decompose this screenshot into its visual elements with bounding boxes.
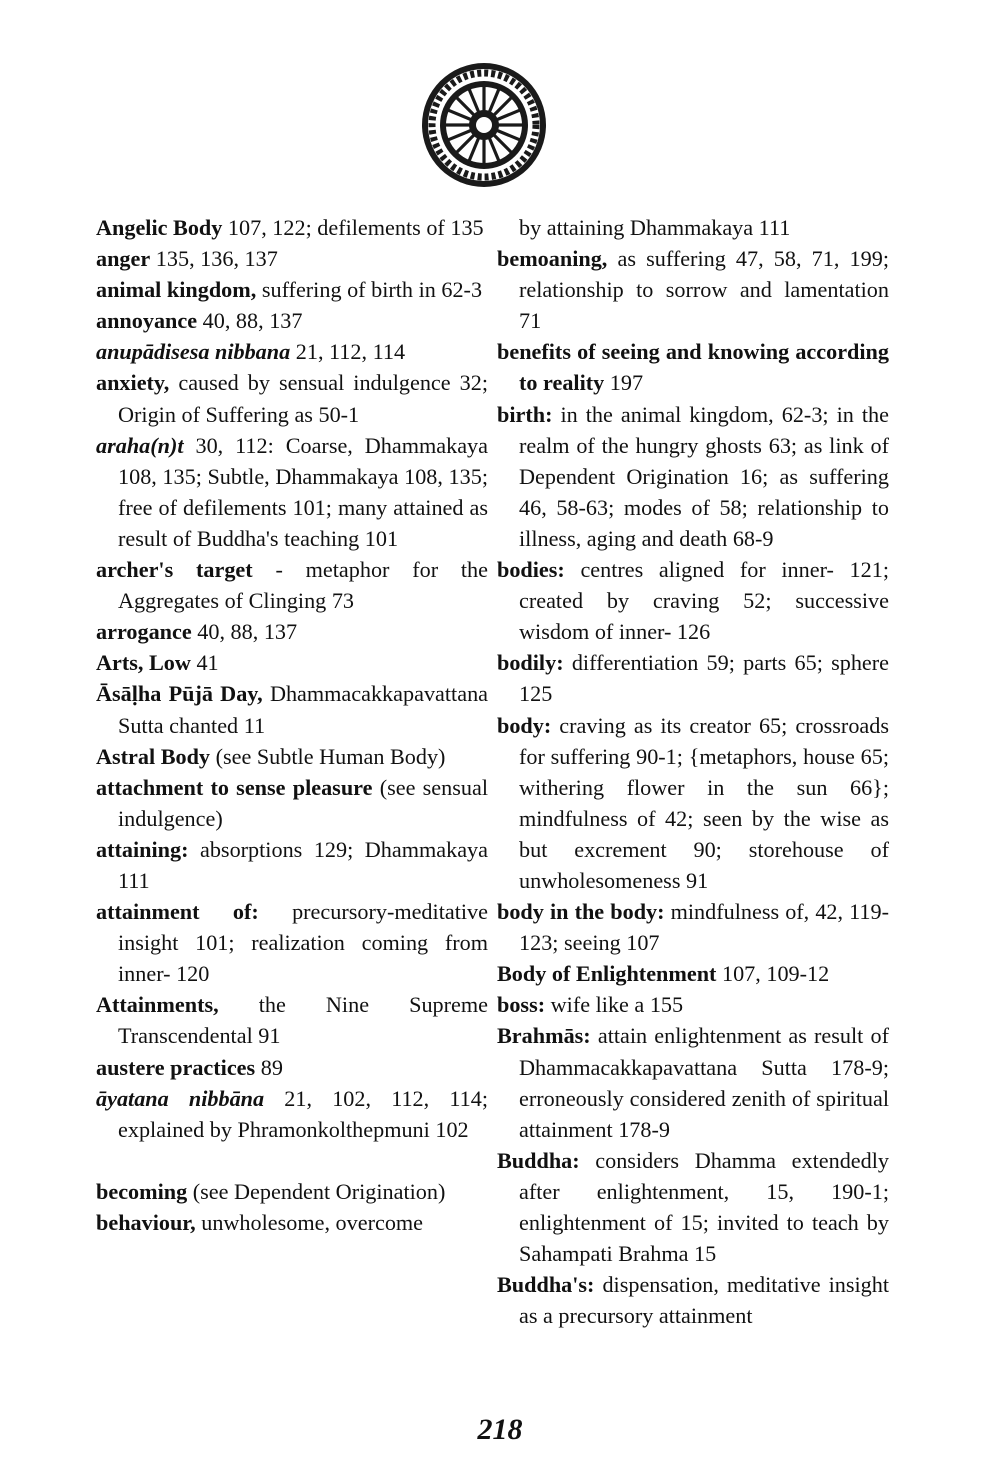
- index-entry-references: by attaining Dhammakaya 111: [519, 215, 791, 240]
- index-entry: [96, 896, 488, 989]
- index-entry: [96, 616, 488, 647]
- index-entry-term: benefits of seeing and knowing according to reality: [497, 339, 889, 396]
- index-entry-references: centres aligned for inner- 121; created by craving 52; successive wisdom of inner- 126: [519, 557, 889, 645]
- index-entry-references: craving as its creator 65; crossroads for suffering 90-1; {metaphors, house 65; withering flower in the sun 66}; mindfulness of 42; seen by the wise as but excrement 90; storehouse of unwholesomeness 91: [519, 712, 889, 893]
- index-entry: [96, 678, 488, 740]
- index-entry-references: absorptions 129; Dhammakaya 111: [118, 836, 488, 893]
- index-entry: [96, 367, 488, 429]
- index-entry: [96, 989, 488, 1051]
- index-entry-references: unwholesome, overcome: [195, 1209, 424, 1235]
- index-entry-term: Brahmās:: [497, 1023, 591, 1049]
- index-entry-term: annoyance: [96, 308, 198, 334]
- index-entry: [497, 243, 889, 336]
- index-entry: [96, 305, 488, 336]
- index-entry-term: anger: [96, 246, 151, 272]
- index-entry-term: anxiety,: [96, 370, 170, 396]
- index-entry-references: - metaphor for the Aggregates of Clinging 73: [118, 557, 489, 614]
- index-entry: [96, 741, 488, 772]
- index-entry: [497, 336, 889, 398]
- index-entry-term: Astral Body: [96, 743, 211, 769]
- index-entry-references: the Nine Supreme Transcendental 91: [118, 992, 488, 1049]
- index-entry: [497, 710, 889, 897]
- index-entry-term: body:: [497, 712, 552, 738]
- index-entry-references: 21, 112, 114: [290, 339, 406, 365]
- index-entry: [497, 212, 889, 243]
- index-entry-references: 135, 136, 137: [150, 246, 278, 272]
- index-entry-term: archer's target: [96, 557, 253, 583]
- index-entry: [96, 1052, 488, 1083]
- index-entry-references: (see Subtle Human Body): [210, 743, 446, 769]
- index-entry: [497, 554, 889, 647]
- index-entry: [497, 1269, 889, 1331]
- index-entry-term: bodies:: [497, 557, 565, 583]
- index-entry-references: in the animal kingdom, 62-3; in the realm of the hungry ghosts 63; as link of Dependent Origination 16; as suffering 46, 58-63; modes of 58; relationship to illness, aging and death 68-9: [519, 401, 889, 551]
- index-column-left: [96, 212, 488, 1238]
- index-entry-term: Buddha:: [497, 1147, 580, 1173]
- index-entry: [96, 554, 488, 616]
- index-entry: [96, 772, 488, 834]
- index-entry-term: Body of Enlightenment: [497, 961, 717, 987]
- index-entry: [497, 896, 889, 958]
- index-entry-references: mindfulness of, 42, 119-123; seeing 107: [519, 899, 890, 956]
- index-entry-term: attaining:: [96, 836, 189, 862]
- index-entry-term: birth:: [497, 401, 553, 427]
- index-entry: [497, 989, 889, 1020]
- index-entry-term: Buddha's:: [497, 1272, 595, 1298]
- index-entry-references: 40, 88, 137: [197, 308, 303, 334]
- index-entry-references: 40, 88, 137: [191, 619, 298, 645]
- dhamma-wheel-icon: [419, 60, 549, 190]
- index-entry-term: bodily:: [497, 650, 564, 676]
- index-entry: [497, 958, 889, 989]
- index-entry-term: attachment to sense pleasure: [96, 774, 373, 800]
- index-entry-term: āyatana nibbāna: [96, 1085, 265, 1111]
- index-entry-references: caused by sensual indulgence 32; Origin of Suffering as 50-1: [118, 370, 488, 427]
- index-entry-term: bemoaning,: [497, 246, 608, 272]
- index-entry-term: behaviour,: [96, 1209, 196, 1235]
- index-entry-references: wife like a 155: [545, 992, 684, 1018]
- index-entry: [497, 647, 889, 709]
- index-entry-references: as suffering 47, 58, 71, 199; relationship to sorrow and lamentation 71: [519, 246, 889, 334]
- index-entry-references: (see Dependent Origination): [187, 1178, 446, 1204]
- index-entry-references: considers Dhamma extendedly after enlightenment, 15, 190-1; enlightenment of 15; invited to teach by Sahampati Brahma 15: [519, 1147, 889, 1267]
- index-entry: [96, 430, 488, 554]
- index-entry-term: animal kingdom,: [96, 277, 257, 303]
- index-entry-references: 107, 122; defilements of 135: [222, 215, 484, 240]
- index-entry: [96, 243, 488, 274]
- index-entry-term: araha(n)t: [96, 432, 184, 458]
- index-entry-references: 89: [255, 1054, 283, 1080]
- index-entry-references: attain enlightenment as result of Dhammacakkapavattana Sutta 178-9; erroneously considered zenith of spiritual attainment 178-9: [519, 1023, 889, 1142]
- index-entry-references: differentiation 59; parts 65; sphere 125: [519, 650, 889, 707]
- index-entry-term: Āsāḷha Pūjā Day,: [96, 681, 263, 707]
- index-entry-references: 30, 112: Coarse, Dhammakaya 108, 135; Subtle, Dhammakaya 108, 135; free of defilements 101; many attained as result of Buddha's teaching 101: [118, 432, 488, 551]
- index-entry-term: Angelic Body: [96, 215, 223, 240]
- index-entry: [96, 274, 488, 305]
- index-entry: [96, 834, 488, 896]
- index-entry: [96, 1083, 488, 1145]
- index-entry-term: body in the body:: [497, 899, 665, 925]
- index-entry-term: austere practices: [96, 1054, 256, 1080]
- index-entry-term: boss:: [497, 992, 546, 1018]
- index-entry-term: becoming: [96, 1178, 188, 1204]
- index-entry-term: arrogance: [96, 619, 192, 645]
- index-entry: [96, 336, 488, 367]
- page-number: 218: [477, 1413, 523, 1446]
- index-column-right: [497, 212, 889, 1331]
- index-entry: [96, 1176, 488, 1207]
- index-entry-references: 21, 102, 112, 114; explained by Phramonkolthepmuni 102: [118, 1085, 488, 1142]
- index-entry: [96, 1207, 488, 1238]
- index-entry: [497, 1020, 889, 1144]
- index-entry-term: attainment of:: [96, 899, 259, 925]
- index-entry-references: 41: [190, 650, 219, 676]
- index-entry: [96, 647, 488, 678]
- index-entry-references: 197: [604, 370, 644, 396]
- index-entry-term: Attainments,: [96, 992, 219, 1018]
- index-entry-term: Arts, Low: [96, 650, 191, 676]
- index-entry-references: dispensation, meditative insight as a precursory attainment: [519, 1272, 889, 1329]
- index-entry: [497, 1145, 889, 1269]
- index-entry-references: Dhammacakkapavattana Sutta chanted 11: [118, 681, 489, 738]
- index-entry-term: anupādisesa nibbana: [96, 339, 291, 365]
- index-entry-references: precursory-meditative insight 101; realization coming from inner- 120: [118, 899, 488, 987]
- index-entry-references: (see sensual indulgence): [118, 774, 488, 831]
- index-entry-references: 107, 109-12: [716, 961, 830, 987]
- index-entry-references: suffering of birth in 62-3: [256, 277, 483, 303]
- index-entry: [497, 399, 889, 554]
- index-entry: [96, 212, 488, 243]
